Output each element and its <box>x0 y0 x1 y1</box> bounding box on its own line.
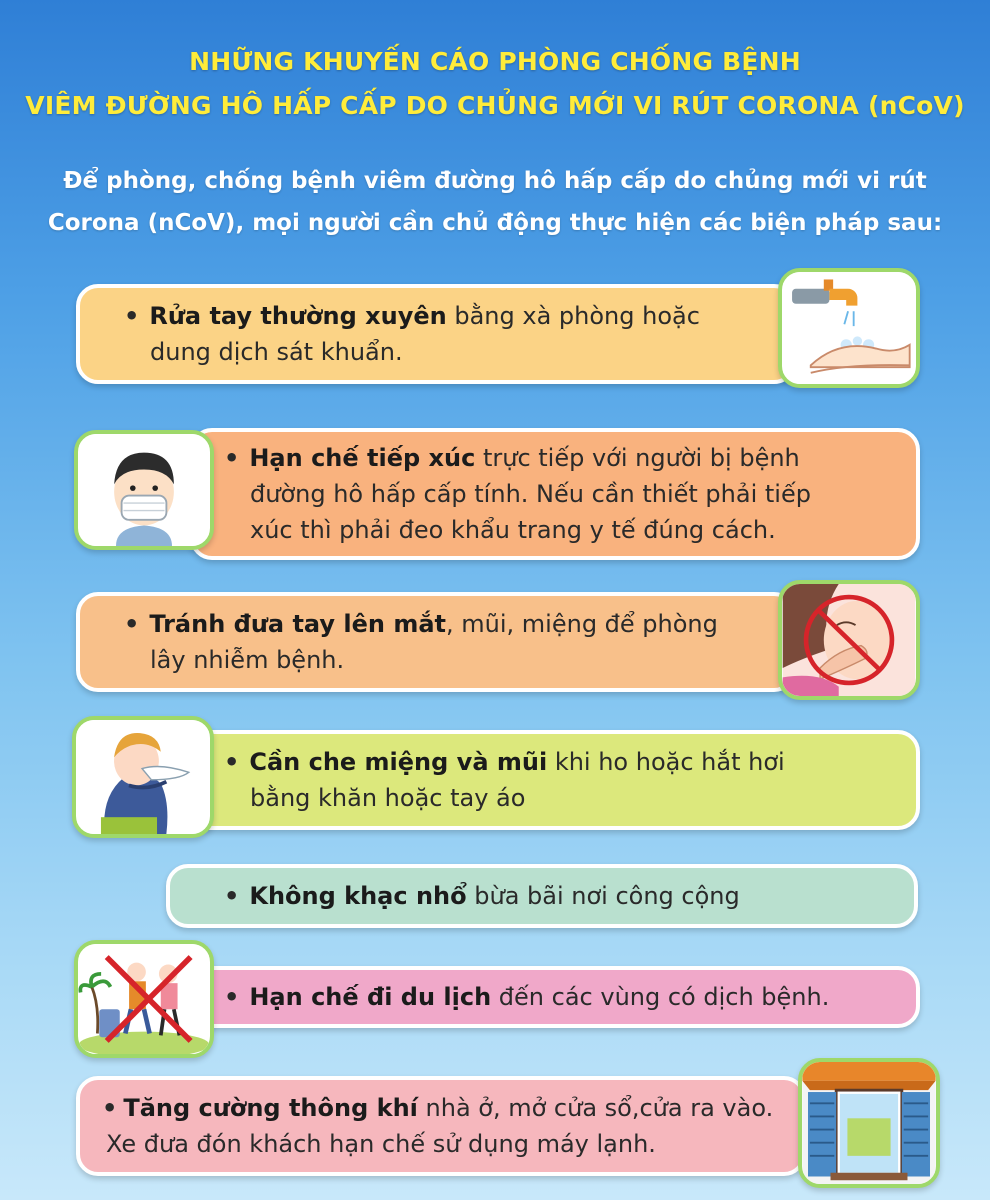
advice-rest: bừa bãi nơi công cộng <box>466 882 740 910</box>
advice-line-2: bằng khăn hoặc tay áo <box>250 784 526 812</box>
bullet: • <box>102 1094 118 1122</box>
advice-bold: Cần che miệng và mũi <box>249 748 548 776</box>
advice-line-2: Xe đưa đón khách hạn chế sử dụng máy lạnh. <box>106 1130 656 1158</box>
advice-bold: Tăng cường thông khí <box>123 1094 418 1122</box>
advice-card-avoid-touching-face <box>76 592 796 692</box>
advice-rest: bằng xà phòng hoặc <box>446 302 700 330</box>
bullet: • <box>224 748 240 776</box>
advice-rest: trực tiếp với người bị bệnh <box>475 444 800 472</box>
advice-card-no-spitting <box>166 864 918 928</box>
poster-title <box>0 40 990 128</box>
handwash-icon <box>778 268 920 388</box>
advice-bold: Hạn chế đi du lịch <box>249 983 492 1011</box>
advice-card-ventilation <box>76 1076 806 1176</box>
advice-card-limit-travel <box>190 966 920 1028</box>
advice-bold: Tránh đưa tay lên mắt <box>149 610 447 638</box>
sneeze-icon <box>72 716 214 838</box>
open-window-icon <box>798 1058 940 1188</box>
advice-bold: Hạn chế tiếp xúc <box>249 444 476 472</box>
bullet: • <box>224 882 240 910</box>
advice-card-cover-mouth <box>188 730 920 830</box>
advice-rest: khi ho hoặc hắt hơi <box>547 748 785 776</box>
advice-rest: , mũi, miệng để phòng <box>446 610 718 638</box>
advice-line-3: xúc thì phải đeo khẩu trang y tế đúng cách. <box>250 516 776 544</box>
intro-line-1: Để phòng, chống bệnh viêm đường hô hấp cấp do chủng mới vi rút <box>63 168 927 194</box>
advice-rest: đến các vùng có dịch bệnh. <box>491 983 830 1011</box>
title-line-1: NHỮNG KHUYẾN CÁO PHÒNG CHỐNG BỆNH <box>189 47 801 76</box>
intro-line-2: Corona (nCoV), mọi người cần chủ động thực hiện các biện pháp sau: <box>47 210 943 236</box>
bullet: • <box>224 983 240 1011</box>
no-touch-face-icon <box>778 580 920 700</box>
advice-line-2: lây nhiễm bệnh. <box>150 646 345 674</box>
advice-rest: nhà ở, mở cửa sổ,cửa ra vào. <box>417 1094 774 1122</box>
advice-card-limit-contact <box>190 428 920 560</box>
advice-line-2: dung dịch sát khuẩn. <box>150 338 403 366</box>
advice-card-handwash <box>76 284 796 384</box>
advice-bold: Rửa tay thường xuyên <box>149 302 447 330</box>
bullet: • <box>224 444 240 472</box>
no-travel-icon <box>74 940 214 1058</box>
bullet: • <box>124 302 140 330</box>
advice-line-2: đường hô hấp cấp tính. Nếu cần thiết phải tiếp <box>250 480 811 508</box>
face-mask-icon <box>74 430 214 550</box>
title-line-2: VIÊM ĐƯỜNG HÔ HẤP CẤP DO CHỦNG MỚI VI RÚT CORONA (nCoV) <box>25 91 965 120</box>
intro-text <box>0 160 990 244</box>
advice-bold: Không khạc nhổ <box>249 882 467 910</box>
bullet: • <box>124 610 140 638</box>
